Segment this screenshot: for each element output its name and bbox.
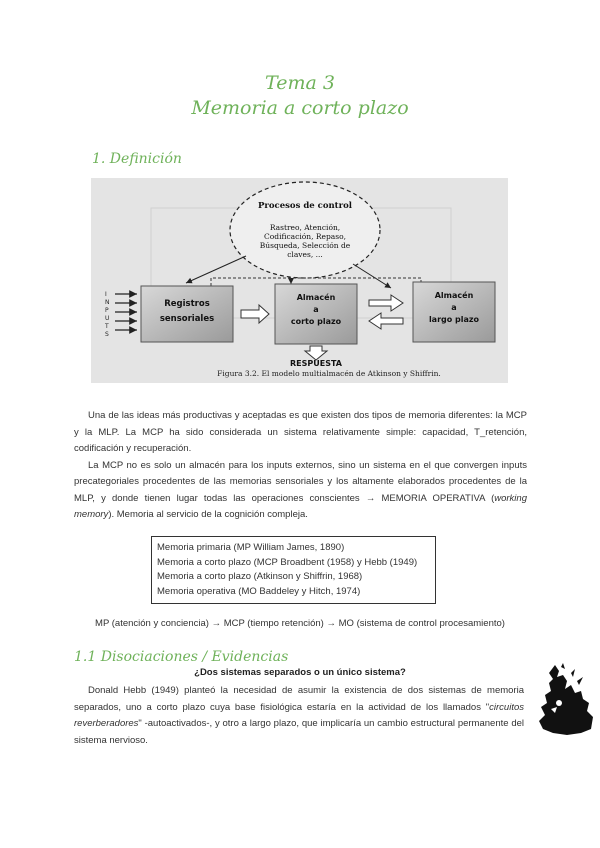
box-mcp-line3: corto plazo	[290, 317, 342, 326]
paragraph-2-emphasis: working memory	[74, 492, 527, 520]
inputs-letter-5: T	[105, 323, 109, 330]
page-subtitle: Memoria a corto plazo	[191, 97, 409, 119]
paragraph-2-text-b: ). Memoria al servicio de la cognición compleja.	[108, 509, 308, 520]
hebb-paragraph-body	[74, 683, 524, 749]
box-mcp-line1: Almacén	[296, 293, 336, 302]
control-item-1: Rastreo, Atención,	[269, 223, 341, 232]
control-title: Procesos de control	[258, 201, 352, 211]
memory-models-box	[151, 536, 436, 604]
control-item-3: Búsqueda, Selección de	[259, 241, 351, 250]
section-heading-disociaciones: 1.1 Disociaciones / Evidencias	[74, 649, 289, 665]
paragraph-1: Una de las ideas más productivas y aceptadas es que existen dos tipos de memoria diferentes: la MCP y la MLP. La MCP ha sido considerada un sistema relativamente simple: capacidad, T_retención, codificación y recuperación.	[74, 410, 527, 454]
inputs-letter-1: I	[105, 291, 107, 298]
control-item-4: claves, ...	[287, 250, 323, 259]
hebb-paragraph	[74, 683, 524, 749]
figure-caption: Figura 3.2. El modelo multialmacén de Atkinson y Shiffrin.	[217, 369, 441, 378]
hebb-emphasis: circuitos reverberadores	[74, 701, 524, 729]
box-mcp-line2: a	[313, 305, 319, 314]
hebb-text-a: Donald Hebb (1949) planteó la necesidad de asumir la existencia de dos sistemas de memoria separados, uno a corto plazo cuya base fisiológica estaría en la actividad de los llamados "	[74, 685, 524, 713]
section-heading-definicion: 1. Definición	[92, 151, 182, 167]
section-question: ¿Dos sistemas separados o un único sistema?	[194, 667, 406, 678]
hebb-text-b: " -autoactivados-, y otro a largo plazo, que implicaría un cambio estructural permanente del sistema nervioso.	[74, 718, 524, 746]
box-mlp-line1: Almacén	[434, 291, 474, 300]
model-diagram	[91, 178, 508, 383]
inputs-letter-6: S	[105, 331, 109, 338]
ink-illustration	[537, 663, 594, 735]
paragraph-2-text-a: La MCP no es solo un almacén para los inputs externos, sino un sistema en el que convergen inputs precategoriales procedentes de las memorias sensoriales y los altamente elaborados procedentes de la MLP, y donde tienen lugar todas las operaciones conscientes → MEMORIA OPERATIVA (	[74, 459, 527, 504]
inputs-letter-2: N	[105, 299, 110, 306]
box-registros-line2: sensoriales	[159, 314, 215, 324]
inputs-letter-4: U	[105, 315, 110, 322]
control-item-2: Codificación, Repaso,	[264, 232, 346, 241]
atkinson-shiffrin-figure	[91, 178, 508, 383]
inputs-letter-3: P	[105, 307, 109, 314]
box-item: Memoria a corto plazo (MCP Broadbent (1958) y Hebb (1949)	[157, 556, 418, 568]
box-item: Memoria operativa (MO Baddeley y Hitch, 1974)	[157, 585, 361, 597]
respuesta-label: RESPUESTA	[290, 359, 342, 368]
definition-paragraphs	[74, 408, 527, 524]
paragraph-2	[74, 458, 527, 524]
page-title: Tema 3	[265, 72, 335, 94]
box-registros-line1: Registros	[164, 299, 210, 309]
flow-line: MP (atención y conciencia) → MCP (tiempo retención) → MO (sistema de control procesamiento)	[95, 618, 505, 629]
ink-silhouette-icon	[537, 663, 594, 735]
box-mlp-line3: largo plazo	[428, 315, 480, 324]
box-item: Memoria primaria (MP William James, 1890)	[157, 542, 345, 553]
box-mlp-line2: a	[451, 303, 457, 312]
box-item: Memoria a corto plazo (Atkinson y Shiffrin, 1968)	[157, 571, 363, 582]
